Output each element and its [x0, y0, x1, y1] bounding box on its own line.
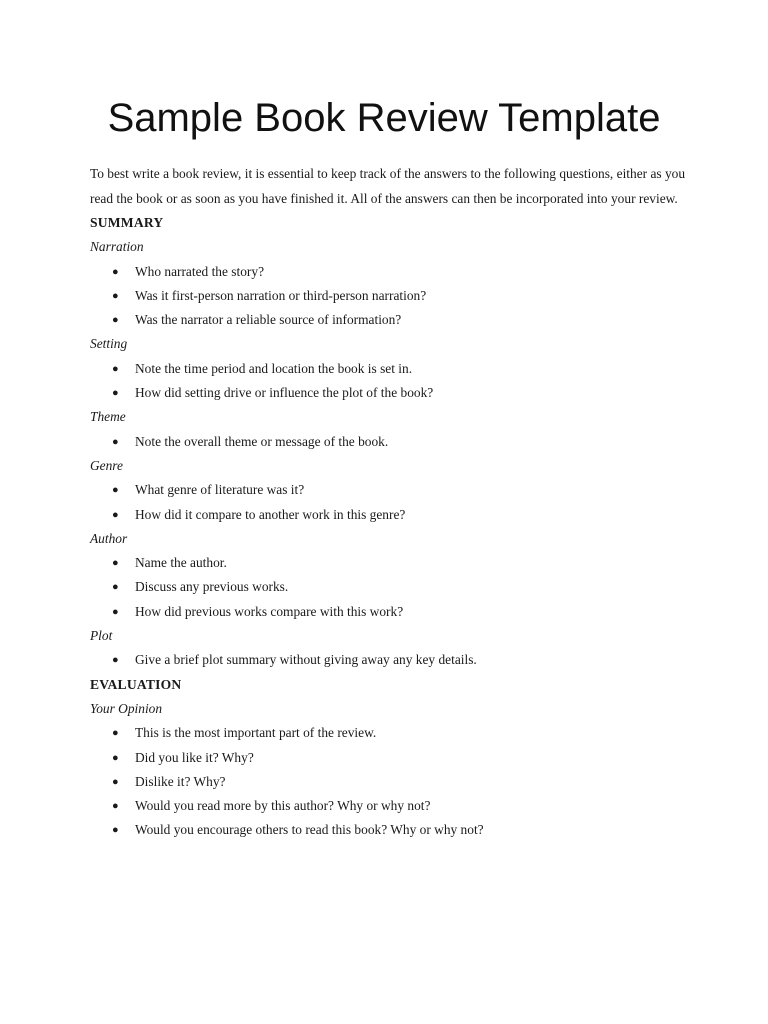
bullet-icon: ●	[112, 265, 119, 278]
bullet-icon: ●	[112, 824, 119, 837]
list-item	[90, 357, 690, 381]
list-item-text: How did previous works compare with this work?	[135, 603, 404, 619]
bullet-icon: ●	[112, 362, 119, 375]
list-item-text: Name the author.	[135, 555, 227, 571]
list-item-text: Who narrated the story?	[135, 263, 265, 279]
theme-subheading: Theme	[90, 409, 126, 425]
list-item-text: Give a brief plot summary without giving away any key details.	[135, 652, 477, 668]
list-item	[90, 503, 690, 527]
bullet-icon: ●	[112, 727, 119, 740]
bullet-icon: ●	[112, 289, 119, 302]
opinion-subheading: Your Opinion	[90, 700, 163, 716]
list-item-text: Note the overall theme or message of the book.	[135, 433, 389, 449]
list-item-text: Note the time period and location the book is set in.	[135, 360, 413, 376]
list-item-text: What genre of literature was it?	[135, 482, 305, 498]
list-item	[90, 746, 690, 770]
list-item	[90, 721, 690, 745]
list-item-text: Would you read more by this author? Why or why not?	[135, 798, 431, 814]
document-body	[90, 162, 690, 843]
list-item-text: Discuss any previous works.	[135, 579, 289, 595]
bullet-icon: ●	[112, 581, 119, 594]
list-item-text: Dislike it? Why?	[135, 773, 226, 789]
list-item	[90, 600, 690, 624]
list-item	[90, 260, 690, 284]
author-list	[90, 551, 690, 624]
list-item	[90, 648, 690, 672]
bullet-icon: ●	[112, 387, 119, 400]
list-item	[90, 430, 690, 454]
bullet-icon: ●	[112, 800, 119, 813]
narration-subheading: Narration	[90, 239, 144, 255]
list-item-text: Would you encourage others to read this book? Why or why not?	[135, 822, 484, 838]
list-item-text: This is the most important part of the review.	[135, 725, 377, 741]
list-item	[90, 551, 690, 575]
setting-list	[90, 357, 690, 406]
bullet-icon: ●	[112, 654, 119, 667]
genre-list	[90, 478, 690, 527]
list-item	[90, 770, 690, 794]
document-title: Sample Book Review Template	[107, 96, 661, 140]
theme-list	[90, 430, 690, 454]
list-item	[90, 818, 690, 842]
author-subheading: Author	[90, 530, 128, 546]
list-item	[90, 284, 690, 308]
opinion-list	[90, 721, 690, 842]
list-item-text: How did it compare to another work in this genre?	[135, 506, 406, 522]
evaluation-heading: EVALUATION	[90, 676, 182, 692]
list-item	[90, 794, 690, 818]
bullet-icon: ●	[112, 484, 119, 497]
bullet-icon: ●	[112, 751, 119, 764]
list-item	[90, 308, 690, 332]
bullet-icon: ●	[112, 314, 119, 327]
setting-subheading: Setting	[90, 336, 128, 352]
bullet-icon: ●	[112, 435, 119, 448]
narration-list	[90, 260, 690, 333]
bullet-icon: ●	[112, 605, 119, 618]
list-item-text: How did setting drive or influence the plot of the book?	[135, 385, 434, 401]
bullet-icon: ●	[112, 557, 119, 570]
genre-subheading: Genre	[90, 457, 123, 473]
list-item-text: Was it first-person narration or third-person narration?	[135, 287, 427, 303]
list-item	[90, 575, 690, 599]
list-item-text: Was the narrator a reliable source of information?	[135, 312, 402, 328]
plot-subheading: Plot	[90, 628, 113, 644]
bullet-icon: ●	[112, 508, 119, 521]
plot-list	[90, 648, 690, 672]
summary-heading: SUMMARY	[90, 215, 164, 230]
list-item-text: Did you like it? Why?	[135, 749, 254, 765]
list-item	[90, 381, 690, 405]
intro-paragraph: To best write a book review, it is essential to keep track of the answers to the following questions, either as you read the book or as soon as you have finished it. All of the answers can then be incorporated into your review.	[90, 166, 686, 206]
list-item	[90, 478, 690, 502]
bullet-icon: ●	[112, 775, 119, 788]
